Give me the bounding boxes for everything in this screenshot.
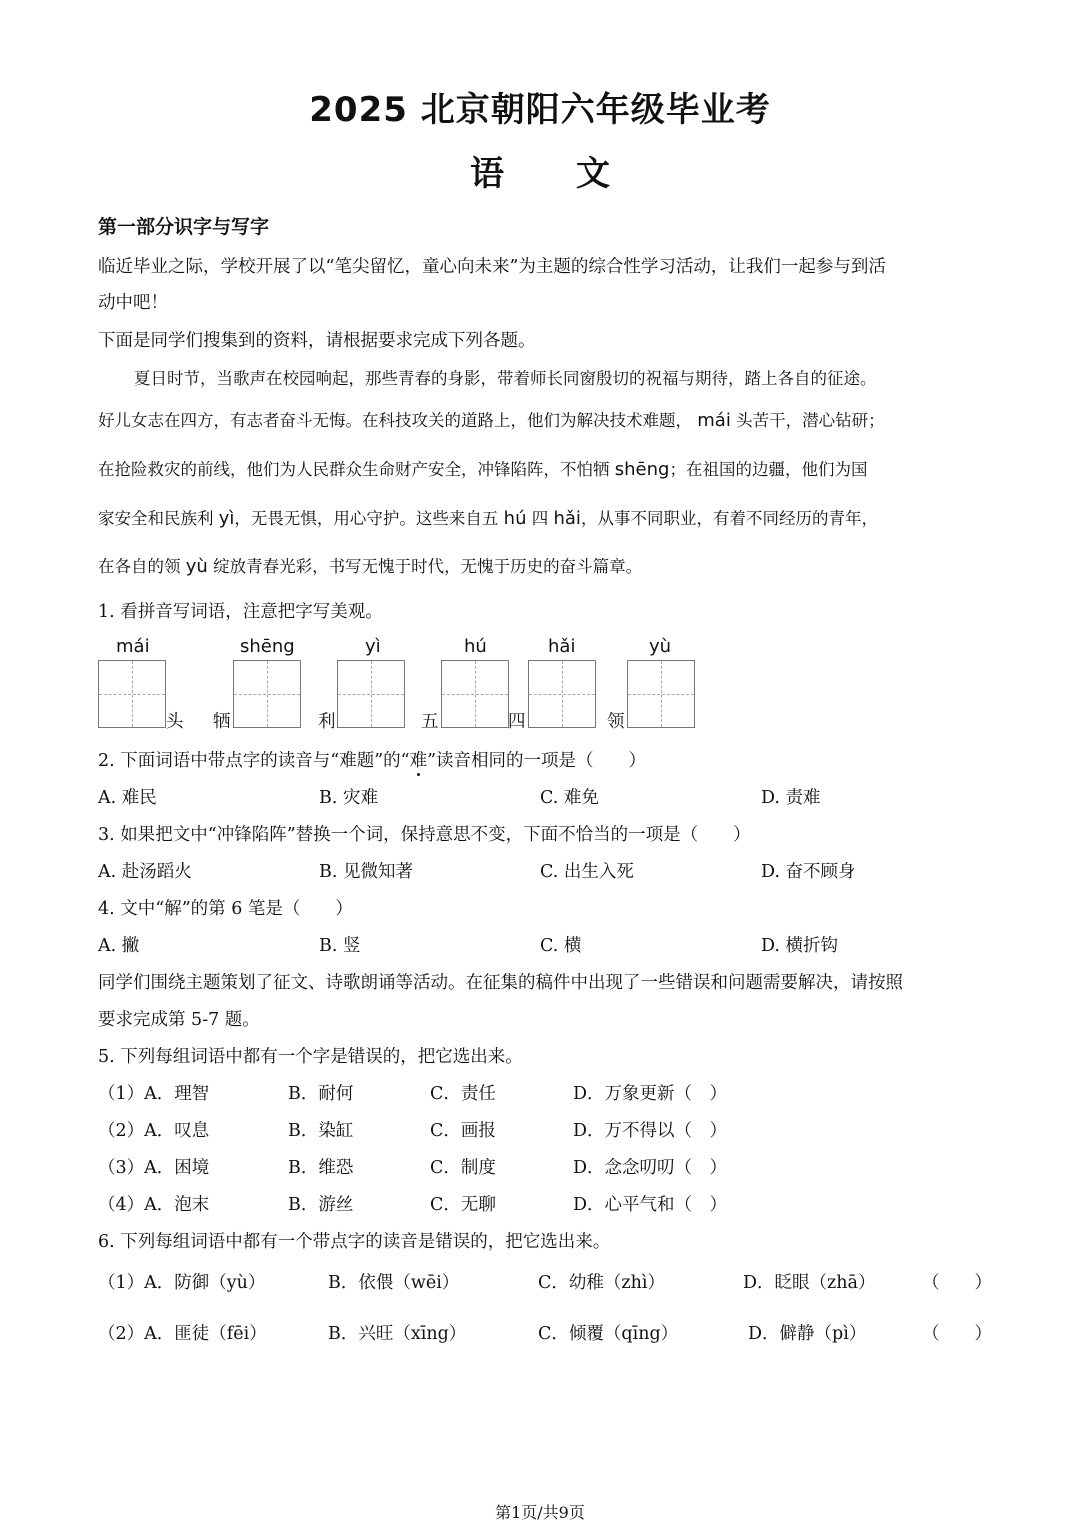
passage-text: 头苦干，潜心钻研；: [736, 411, 885, 430]
q2-option-d[interactable]: D. 责难: [761, 788, 821, 808]
box-char: 牺: [213, 712, 231, 732]
passage-text: 家安全和民族利: [98, 509, 214, 528]
box-char: 五: [421, 712, 439, 732]
q2-option-a[interactable]: A. 难民: [98, 788, 157, 808]
q5-row-3-c[interactable]: C．制度: [430, 1158, 496, 1178]
passage-text: 四: [531, 509, 549, 528]
q6-row-1-b[interactable]: B．依偎（wēi）: [328, 1273, 460, 1293]
pinyin-sheng: shēng: [614, 459, 670, 480]
passage-line-1: 夏日时节，当歌声在校园响起，那些青春的身影，带着师长同窗殷切的祝福与期待，踏上各自的征途。: [134, 369, 877, 388]
q5-row-3-a[interactable]: （3）A．困境: [98, 1158, 210, 1178]
instruction-line-2: 要求完成第 5-7 题。: [98, 1010, 260, 1030]
pinyin-yi: yì: [218, 508, 235, 529]
q6-row-2-c[interactable]: C．倾覆（qīng）: [538, 1324, 679, 1344]
q1-pinyin-1: mái: [116, 636, 150, 657]
q6-row-1-a[interactable]: （1）A．防御（yù）: [98, 1273, 266, 1293]
q1-pinyin-4: hú: [464, 636, 487, 657]
q2-option-b[interactable]: B. 灾难: [319, 788, 378, 808]
q6-row-2-a[interactable]: （2）A．匪徒（fēi）: [98, 1324, 267, 1344]
passage-text: ，从事不同职业，有着不同经历的青年，: [580, 509, 878, 528]
box-char: 四: [508, 712, 526, 732]
intro-line-2: 动中吧！: [98, 293, 168, 313]
pinyin-hu: hú: [503, 508, 527, 529]
q1-pinyin-3: yì: [365, 636, 381, 657]
q6-row-2-answer[interactable]: （ ）: [922, 1324, 992, 1344]
q5-row-3-d[interactable]: D．念念叨叨（ ）: [573, 1158, 728, 1178]
pinyin-hai: hǎi: [553, 508, 581, 529]
page-footer: 第1页/共9页: [495, 1503, 585, 1522]
box-char: 利: [318, 712, 336, 732]
writing-box-2[interactable]: [233, 660, 301, 728]
passage-text: ，无畏无惧，用心守护。这些来自五: [234, 509, 499, 528]
q5-row-2-a[interactable]: （2）A．叹息: [98, 1121, 210, 1141]
q1-pinyin-6: yù: [649, 636, 672, 657]
q6-row-1-c[interactable]: C．幼稚（zhì）: [538, 1273, 665, 1293]
q3-option-c[interactable]: C. 出生入死: [540, 862, 634, 882]
q5-row-2-d[interactable]: D．万不得以（ ）: [573, 1121, 728, 1141]
writing-box-6[interactable]: [627, 660, 695, 728]
q3-option-d[interactable]: D. 奋不顾身: [761, 862, 856, 882]
q1-pinyin-5: hǎi: [548, 636, 576, 657]
passage-text: 在各自的领: [98, 557, 181, 576]
q5-row-4-d[interactable]: D．心平气和（ ）: [573, 1195, 728, 1215]
page-title: 2025 北京朝阳六年级毕业考: [309, 90, 771, 130]
question-4: 4. 文中“解”的第 6 笔是（ ）: [98, 899, 353, 919]
writing-box-1[interactable]: [98, 660, 166, 728]
intro-line-1: 临近毕业之际，学校开展了以“笔尖留忆，童心向未来”为主题的综合性学习活动，让我们一起参与到活: [98, 257, 886, 277]
question-3: 3. 如果把文中“冲锋陷阵”替换一个词，保持意思不变，下面不恰当的一项是（ ）: [98, 825, 751, 845]
section-heading: 第一部分识字与写字: [98, 216, 270, 238]
q6-row-1-answer[interactable]: （ ）: [922, 1273, 992, 1293]
pinyin-yu: yù: [185, 556, 208, 577]
writing-box-5[interactable]: [528, 660, 596, 728]
passage-text: ；在祖国的边疆，他们为国: [669, 460, 868, 479]
question-1: 1. 看拼音写词语，注意把字写美观。: [98, 602, 383, 622]
q4-option-d[interactable]: D. 横折钩: [761, 936, 839, 956]
q5-row-1-b[interactable]: B．耐何: [288, 1084, 354, 1104]
q5-row-2-c[interactable]: C．画报: [430, 1121, 496, 1141]
q5-row-2-b[interactable]: B．染缸: [288, 1121, 354, 1141]
question-2: [98, 747, 646, 772]
q2-option-c[interactable]: C. 难免: [540, 788, 599, 808]
intro-line-3: 下面是同学们搜集到的资料，请根据要求完成下列各题。: [98, 331, 536, 351]
box-char: 头: [166, 712, 184, 732]
passage-text: 好儿女志在四方，有志者奋斗无悔。在科技攻关的道路上，他们为解决技术难题，: [98, 411, 692, 430]
q4-option-a[interactable]: A. 撇: [98, 936, 140, 956]
writing-box-4[interactable]: [441, 660, 509, 728]
q5-row-4-a[interactable]: （4）A．泡末: [98, 1195, 210, 1215]
passage-text: 绽放青春光彩，书写无愧于时代，无愧于历史的奋斗篇章。: [213, 557, 643, 576]
question-5: 5. 下列每组词语中都有一个字是错误的，把它选出来。: [98, 1047, 523, 1067]
box-char: 领: [607, 712, 625, 732]
q5-row-3-b[interactable]: B．维恐: [288, 1158, 354, 1178]
q3-option-a[interactable]: A. 赴汤蹈火: [98, 862, 192, 882]
q4-option-b[interactable]: B. 竖: [319, 936, 361, 956]
q5-row-4-b[interactable]: B．游丝: [288, 1195, 354, 1215]
writing-box-3[interactable]: [337, 660, 405, 728]
q3-option-b[interactable]: B. 见微知著: [319, 862, 413, 882]
instruction-line-1: 同学们围绕主题策划了征文、诗歌朗诵等活动。在征集的稿件中出现了一些错误和问题需要解决，请按照: [98, 973, 903, 993]
passage-line-4: [98, 505, 878, 529]
subject-char-2: 文: [576, 154, 610, 194]
q5-row-1-d[interactable]: D．万象更新（ ）: [573, 1084, 728, 1104]
q4-option-c[interactable]: C. 横: [540, 936, 582, 956]
q5-row-1-c[interactable]: C．责任: [430, 1084, 496, 1104]
q2-text: 2. 下面词语中带点字的读音与“难题”的“: [98, 751, 410, 771]
q2-dotted-char: 难: [409, 751, 428, 771]
pinyin-mai: mái: [697, 410, 731, 431]
question-6: 6. 下列每组词语中都有一个带点字的读音是错误的，把它选出来。: [98, 1232, 611, 1252]
passage-text: 在抢险救灾的前线，他们为人民群众生命财产安全，冲锋陷阵，不怕牺: [98, 460, 610, 479]
q6-row-2-d[interactable]: D．僻静（pì）: [748, 1324, 867, 1344]
q6-row-1-d[interactable]: D．眨眼（zhā）: [743, 1273, 876, 1293]
passage-line-3: [98, 456, 867, 480]
subject-title: [0, 146, 1080, 195]
q2-text: ”读音相同的一项是（ ）: [427, 751, 647, 771]
q1-pinyin-2: shēng: [240, 636, 295, 657]
passage-line-5: [98, 553, 642, 577]
passage-line-2: [98, 407, 885, 431]
q6-row-2-b[interactable]: B．兴旺（xīng）: [328, 1324, 467, 1344]
subject-char-1: 语: [470, 154, 504, 194]
q5-row-1-a[interactable]: （1）A．理智: [98, 1084, 210, 1104]
q5-row-4-c[interactable]: C．无聊: [430, 1195, 496, 1215]
